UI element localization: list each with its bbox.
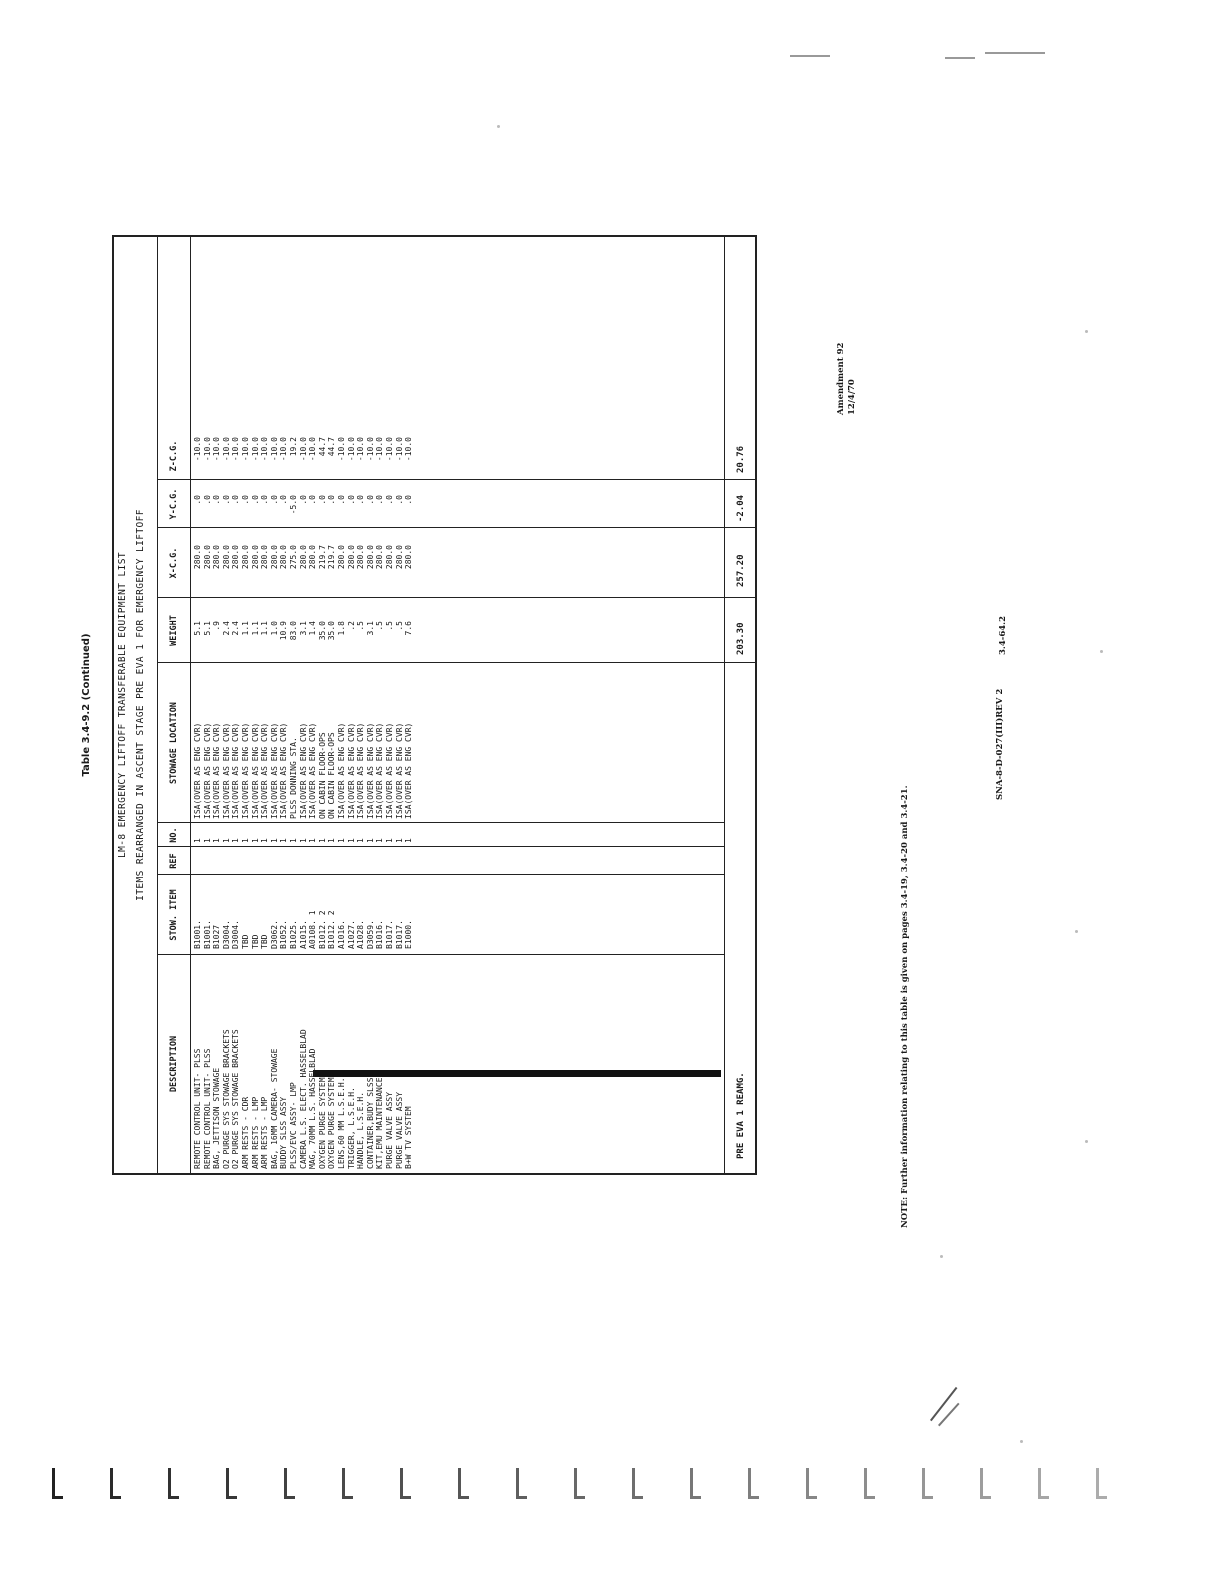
cell-x: 280.0 — [260, 545, 270, 570]
total-ycg: -2.04 — [736, 494, 746, 522]
cell-z: -10.0 — [375, 437, 385, 462]
registration-mark — [166, 1462, 182, 1502]
cell-stow: TBD — [250, 934, 260, 949]
cell-y: .0 — [231, 495, 241, 505]
cell-no: 1 — [327, 838, 337, 843]
cell-desc: ARM RESTS - LMP — [260, 1096, 270, 1169]
header-no: NO. — [169, 827, 179, 843]
cell-loc: PLSS DONNING STA. — [289, 737, 298, 819]
table-row — [260, 237, 269, 1173]
cell-no: 1 — [317, 838, 327, 843]
cell-z: -10.0 — [260, 437, 270, 462]
table-row — [366, 237, 375, 1173]
cell-y: .0 — [250, 495, 260, 505]
cell-y: .0 — [298, 495, 308, 505]
cell-stow: D3059. — [365, 920, 375, 949]
cell-y: .0 — [212, 495, 222, 505]
cell-no: 1 — [298, 838, 308, 843]
cell-loc: ISA(OVER AS ENG CVR) — [375, 722, 385, 819]
total-xcg: 257.20 — [736, 554, 746, 587]
cell-no: 1 — [279, 838, 289, 843]
cell-loc: ISA(OVER AS ENG CVR) — [221, 722, 231, 819]
table-row — [347, 237, 356, 1173]
total-zcg: 20.76 — [736, 445, 746, 473]
scan-speck — [1085, 330, 1088, 333]
table-row — [231, 237, 240, 1173]
cell-z: -10.0 — [308, 437, 318, 462]
cell-z: -10.0 — [404, 437, 414, 462]
header-ycg: Y-C.G. — [169, 488, 179, 520]
cell-wt: .5 — [394, 621, 404, 631]
cell-x: 280.0 — [375, 545, 385, 570]
cell-desc: HANDLE, L.S.E.H. — [356, 1091, 366, 1169]
cell-stow: B1012. 2 — [327, 910, 337, 949]
cell-wt: .5 — [375, 621, 385, 631]
cell-y: .0 — [365, 495, 375, 505]
table-row — [241, 237, 250, 1173]
cell-no: 1 — [193, 838, 202, 843]
cell-loc: ISA(OVER AS ENG CVR) — [250, 722, 260, 819]
table-row — [385, 237, 394, 1173]
cell-loc: ISA(OVER AS ENG CVR) — [308, 722, 318, 819]
cell-x: 280.0 — [202, 545, 212, 570]
cell-no: 1 — [260, 838, 270, 843]
header-zcg: Z-C.G. — [169, 440, 179, 472]
cell-wt: 35.0 — [317, 621, 327, 641]
scan-dash — [945, 57, 975, 59]
cell-stow: TBD — [260, 934, 270, 949]
table-title: LM-8 EMERGENCY LIFTOFF TRANSFERABLE EQUIPMENT LIST — [117, 552, 128, 858]
cell-wt: .9 — [212, 621, 222, 631]
cell-x: 275.0 — [289, 545, 298, 570]
scan-speck — [1085, 1140, 1088, 1143]
cell-x: 219.7 — [317, 545, 327, 570]
scan-speck — [1075, 930, 1078, 933]
registration-mark — [398, 1462, 414, 1502]
cell-desc: BAG, 16MM CAMERA- STOWAGE — [269, 1048, 279, 1169]
cell-desc: REMOTE CONTROL UNIT- PLSS — [202, 1048, 212, 1169]
cell-desc: B+W TV SYSTEM — [404, 1106, 414, 1169]
cell-loc: ISA(OVER AS ENG CVR) — [231, 722, 241, 819]
cell-loc: ISA(OVER AS ENG CVR) — [260, 722, 270, 819]
cell-wt: 2.4 — [221, 621, 231, 636]
cell-wt: 1.4 — [308, 621, 318, 636]
cell-loc: ISA(OVER AS ENG CVR) — [404, 722, 414, 819]
table-header-row — [157, 237, 191, 1173]
cell-z: -10.0 — [356, 437, 366, 462]
cell-z: -10.0 — [269, 437, 279, 462]
cell-desc: KIT,EMU MAINTENANCE — [375, 1077, 385, 1169]
cell-desc: O2 PURGE SYS STOWAGE BRACKETS — [231, 1029, 241, 1169]
cell-y: .0 — [202, 495, 212, 505]
cell-loc: ISA(OVER AS ENG CVR) — [346, 722, 356, 819]
registration-mark — [340, 1462, 356, 1502]
cell-z: -10.0 — [250, 437, 260, 462]
cell-y: .0 — [394, 495, 404, 505]
cell-desc: O2 PURGE SYS STOWAGE BRACKETS — [221, 1029, 231, 1169]
cell-y: .0 — [308, 495, 318, 505]
registration-mark — [746, 1462, 762, 1502]
cell-no: 1 — [375, 838, 385, 843]
cell-y: .0 — [404, 495, 414, 505]
header-weight: WEIGHT — [169, 615, 179, 646]
cell-stow: D3062. — [269, 920, 279, 949]
cell-no: 1 — [385, 838, 394, 843]
cell-desc: BAG, JETTISON STOWAGE — [212, 1067, 222, 1169]
scan-speck — [940, 1255, 943, 1258]
cell-desc: LENS,60 MM L.S.E.H. — [337, 1077, 346, 1169]
cell-loc: ISA(OVER AS ENG CVR) — [212, 722, 222, 819]
registration-mark — [1094, 1462, 1110, 1502]
registration-mark — [456, 1462, 472, 1502]
amendment-label: Amendment 92 — [836, 342, 846, 415]
table-row — [404, 237, 413, 1173]
rotated-table-block — [80, 235, 825, 1175]
cell-wt: 7.6 — [404, 621, 414, 636]
cell-z: -10.0 — [298, 437, 308, 462]
cell-no: 1 — [346, 838, 356, 843]
cell-loc: ISA(OVER AS ENG CVR) — [337, 722, 346, 819]
cell-stow: A1016. — [337, 920, 346, 949]
cell-no: 1 — [221, 838, 231, 843]
cell-y: .0 — [337, 495, 346, 505]
cell-loc: ISA(OVER AS ENG CVR) — [385, 722, 394, 819]
registration-mark — [224, 1462, 240, 1502]
table-row — [299, 237, 308, 1173]
cell-wt: 1.0 — [269, 621, 279, 636]
cell-y: -5.0 — [289, 495, 298, 515]
cell-desc: BUDDY SLSS ASSY — [279, 1096, 289, 1169]
cell-no: 1 — [308, 838, 318, 843]
cell-desc: PURGE VALVE ASSY — [394, 1091, 404, 1169]
cell-z: -10.0 — [231, 437, 241, 462]
cell-desc: REMOTE CONTROL UNIT- PLSS — [193, 1048, 202, 1169]
total-label: PRE EVA 1 REAMG. — [736, 1072, 746, 1159]
cell-y: .0 — [221, 495, 231, 505]
cell-stow: B1012. 2 — [317, 910, 327, 949]
registration-mark — [978, 1462, 994, 1502]
cell-desc: PURGE VALVE ASSY — [385, 1091, 394, 1169]
amendment-mark — [836, 343, 858, 415]
document-number: SNA-8-D-027(III)REV 2 — [995, 688, 1005, 800]
cell-x: 280.0 — [337, 545, 346, 570]
cell-x: 280.0 — [298, 545, 308, 570]
cell-y: .0 — [241, 495, 250, 505]
cell-desc: PLSS/EVC ASSY- LMP — [289, 1082, 298, 1169]
cell-no: 1 — [269, 838, 279, 843]
table-subtitle: ITEMS REARRANGED IN ASCENT STAGE PRE EVA 1 FOR EMERGENCY LIFTOFF — [135, 509, 146, 901]
cell-wt: 1.1 — [250, 621, 260, 636]
cell-stow: B1001. — [202, 920, 212, 949]
cell-y: .0 — [327, 495, 337, 505]
cell-loc: ISA(OVER AS ENG CVR) — [202, 722, 212, 819]
total-weight: 203.30 — [736, 622, 746, 655]
cell-loc: ISA(OVER AS ENG CVR) — [298, 722, 308, 819]
cell-loc: ISA(OVER AS ENG CVR) — [394, 722, 404, 819]
cell-x: 280.0 — [269, 545, 279, 570]
cell-x: 280.0 — [308, 545, 318, 570]
header-ref: REF — [169, 853, 179, 869]
cell-wt: 1.8 — [337, 621, 346, 636]
cell-z: -10.0 — [337, 437, 346, 462]
table-row — [395, 237, 404, 1173]
cell-stow: A1015. — [298, 920, 308, 949]
table-row — [356, 237, 365, 1173]
cell-z: -10.0 — [241, 437, 250, 462]
cell-loc: ISA(OVER AS ENG CVR) — [193, 722, 202, 819]
cell-z: -10.0 — [221, 437, 231, 462]
cell-x: 280.0 — [250, 545, 260, 570]
cell-y: .0 — [375, 495, 385, 505]
cell-desc: MAG, 70MM L.S. HASSELBLAD — [308, 1048, 318, 1169]
cell-stow: D3004. — [221, 920, 231, 949]
cell-no: 1 — [250, 838, 260, 843]
cell-x: 219.7 — [327, 545, 337, 570]
registration-mark — [572, 1462, 588, 1502]
table-row — [212, 237, 221, 1173]
cell-wt: 35.0 — [327, 621, 337, 641]
cell-x: 280.0 — [221, 545, 231, 570]
cell-x: 280.0 — [404, 545, 414, 570]
registration-mark — [108, 1462, 124, 1502]
cell-y: .0 — [385, 495, 394, 505]
cell-z: -10.0 — [365, 437, 375, 462]
cell-stow: B1052. — [279, 920, 289, 949]
cell-stow: B1017. — [385, 920, 394, 949]
cell-desc: ARM RESTS - CDR — [241, 1096, 250, 1169]
table-row — [375, 237, 384, 1173]
cell-desc: CONTAINER,BUDY SLSS — [365, 1077, 375, 1169]
cell-loc: ISA(OVER AS ENG CVR) — [279, 722, 289, 819]
cell-wt: 2.4 — [231, 621, 241, 636]
registration-mark — [920, 1462, 936, 1502]
cell-x: 280.0 — [385, 545, 394, 570]
table-row — [251, 237, 260, 1173]
registration-mark — [804, 1462, 820, 1502]
cell-stow: B1025. — [289, 920, 298, 949]
cell-y: .0 — [346, 495, 356, 505]
table-body — [189, 237, 634, 1173]
table-row — [289, 237, 298, 1173]
cell-x: 280.0 — [356, 545, 366, 570]
registration-mark — [630, 1462, 646, 1502]
cell-no: 1 — [289, 838, 298, 843]
cell-no: 1 — [231, 838, 241, 843]
cell-wt: 3.1 — [365, 621, 375, 636]
table-note: NOTE: Further information relating to this table is given on pages 3.4-19, 3.4-20 and 3.4-21. — [900, 785, 910, 1228]
cell-z: 44.7 — [327, 437, 337, 457]
cell-z: -10.0 — [346, 437, 356, 462]
cell-loc: ISA(OVER AS ENG CVR) — [365, 722, 375, 819]
cell-wt: 1.1 — [241, 621, 250, 636]
cell-y: .0 — [317, 495, 327, 505]
cell-z: 19.2 — [289, 437, 298, 457]
header-description: DESCRIPTION — [169, 1035, 179, 1093]
registration-mark — [50, 1462, 66, 1502]
cell-wt: .5 — [385, 621, 394, 631]
cell-stow: B1027 — [212, 924, 222, 949]
cell-loc: ISA(OVER AS ENG CVR) — [269, 722, 279, 819]
cell-no: 1 — [394, 838, 404, 843]
cell-z: -10.0 — [212, 437, 222, 462]
scan-dash — [985, 52, 1045, 54]
cell-stow: A1028. — [356, 920, 366, 949]
cell-desc: OXYGEN PURGE SYSTEM — [317, 1077, 327, 1169]
cell-no: 1 — [404, 838, 414, 843]
cell-no: 1 — [212, 838, 222, 843]
cell-loc: ISA(OVER AS ENG CVR) — [241, 722, 250, 819]
cell-wt: .2 — [346, 621, 356, 631]
cell-loc: ISA(OVER AS ENG CVR) — [356, 722, 366, 819]
cell-y: .0 — [279, 495, 289, 505]
table-row — [327, 237, 336, 1173]
cell-stow: A1027. — [346, 920, 356, 949]
table-row — [222, 237, 231, 1173]
cell-x: 280.0 — [365, 545, 375, 570]
cell-y: .0 — [356, 495, 366, 505]
cell-desc: TRIGGER, L.S.E.H. — [346, 1087, 356, 1169]
cell-z: -10.0 — [385, 437, 394, 462]
scan-dash — [790, 55, 830, 57]
table-row — [308, 237, 317, 1173]
cell-stow: D3004. — [231, 920, 241, 949]
registration-mark — [514, 1462, 530, 1502]
scan-speck — [497, 125, 500, 128]
table-caption: Table 3.4-9.2 (Continued) — [81, 633, 92, 777]
cell-stow: E1000. — [404, 920, 414, 949]
table-row — [337, 237, 346, 1173]
cell-loc: ON CABIN FLOOR-OPS — [317, 732, 327, 819]
page-number: 3.4-64.2 — [998, 615, 1008, 655]
cell-no: 1 — [337, 838, 346, 843]
cell-stow: A0108. 1 — [308, 910, 318, 949]
amendment-date: 12/4/70 — [847, 379, 857, 415]
scan-speck — [1020, 1440, 1023, 1443]
cell-x: 280.0 — [231, 545, 241, 570]
header-stow-item: STOW. ITEM — [169, 889, 179, 941]
cell-x: 280.0 — [279, 545, 289, 570]
cell-x: 280.0 — [346, 545, 356, 570]
cell-stow: B1001. — [193, 920, 202, 949]
header-location: STOWAGE LOCATION — [169, 702, 179, 784]
table-row — [270, 237, 279, 1173]
cell-no: 1 — [202, 838, 212, 843]
pen-stroke — [930, 1387, 957, 1421]
table-row — [318, 237, 327, 1173]
cell-wt: 5.1 — [193, 621, 202, 636]
registration-mark — [688, 1462, 704, 1502]
cell-x: 280.0 — [212, 545, 222, 570]
cell-stow: B1016. — [375, 920, 385, 949]
cell-desc: OXYGEN PURGE SYSTEM — [327, 1077, 337, 1169]
table-row — [193, 237, 202, 1173]
equipment-table — [112, 235, 757, 1175]
cell-z: -10.0 — [202, 437, 212, 462]
cell-z: -10.0 — [394, 437, 404, 462]
cell-y: .0 — [269, 495, 279, 505]
cell-loc: ON CABIN FLOOR-OPS — [327, 732, 337, 819]
cell-z: -10.0 — [279, 437, 289, 462]
cell-stow: B1017. — [394, 920, 404, 949]
registration-mark — [862, 1462, 878, 1502]
cell-desc: CAMERA L.S. ELECT. HASSELBLAD — [298, 1029, 308, 1169]
cell-wt: 3.1 — [298, 621, 308, 636]
cell-y: .0 — [193, 495, 202, 505]
cell-no: 1 — [365, 838, 375, 843]
registration-mark — [282, 1462, 298, 1502]
cell-wt: 10.9 — [279, 621, 289, 641]
cell-x: 280.0 — [394, 545, 404, 570]
cell-stow: TBD — [241, 934, 250, 949]
scan-speck — [1100, 650, 1103, 653]
registration-mark — [1036, 1462, 1052, 1502]
cell-z: 44.7 — [317, 437, 327, 457]
cell-wt: 83.0 — [289, 621, 298, 641]
cell-wt: 5.1 — [202, 621, 212, 636]
cell-x: 280.0 — [193, 545, 202, 570]
table-row — [203, 237, 212, 1173]
table-total-row — [724, 237, 757, 1173]
cell-x: 280.0 — [241, 545, 250, 570]
table-row — [279, 237, 288, 1173]
cell-wt: 1.1 — [260, 621, 270, 636]
cell-desc: ARM RESTS - LMP — [250, 1096, 260, 1169]
cell-no: 1 — [241, 838, 250, 843]
cell-wt: .5 — [356, 621, 366, 631]
cell-z: -10.0 — [193, 437, 202, 462]
cell-y: .0 — [260, 495, 270, 505]
registration-marks — [50, 1462, 1170, 1512]
header-xcg: X-C.G. — [169, 547, 179, 579]
cell-no: 1 — [356, 838, 366, 843]
